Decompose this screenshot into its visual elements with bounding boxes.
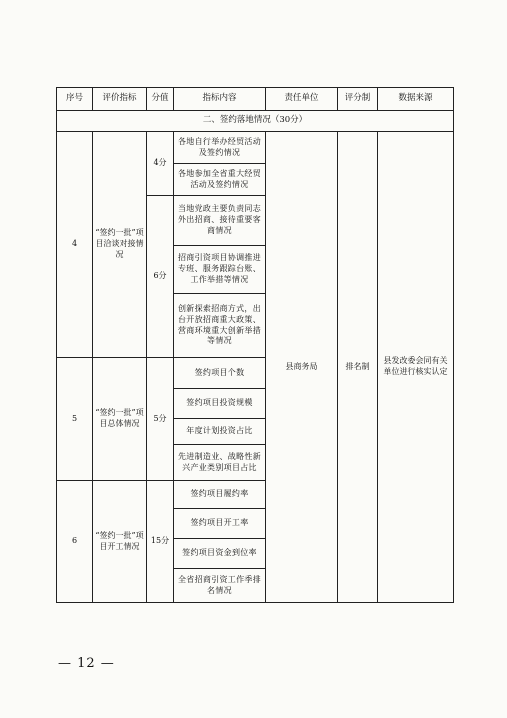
content-cell: 签约项目履约率 <box>174 481 266 509</box>
row-number: 4 <box>57 132 93 358</box>
scoring-system: 排名制 <box>338 132 378 603</box>
header-cell: 数据来源 <box>378 88 454 111</box>
header-cell: 分值 <box>147 88 174 111</box>
section-row <box>57 111 454 132</box>
header-cell: 评价指标 <box>93 88 147 111</box>
row-number: 5 <box>57 358 93 481</box>
table-header-row <box>57 88 454 111</box>
header-cell: 指标内容 <box>174 88 266 111</box>
row-number: 6 <box>57 481 93 603</box>
score-cell: 6分 <box>147 196 174 358</box>
score-cell: 4分 <box>147 132 174 196</box>
content-cell: 年度计划投资占比 <box>174 419 266 445</box>
header-cell: 责任单位 <box>266 88 338 111</box>
content-cell: 签约项目个数 <box>174 358 266 389</box>
indicator-name: “签约一批”项目洽谈对接情况 <box>93 132 147 358</box>
content-cell: 各地参加全省重大经贸活动及签约情况 <box>174 164 266 196</box>
score-cell: 5分 <box>147 358 174 481</box>
content-cell: 创新探索招商方式，出台开放招商重大政策、营商环境重大创新举措等情况 <box>174 294 266 358</box>
content-cell: 各地自行举办经贸活动及签约情况 <box>174 132 266 164</box>
indicator-name: “签约一批”项目开工情况 <box>93 481 147 603</box>
indicator-name: “签约一批”项目总体情况 <box>93 358 147 481</box>
header-cell: 评分制 <box>338 88 378 111</box>
table-row <box>57 132 454 164</box>
content-cell: 全省招商引资工作季排名情况 <box>174 569 266 603</box>
data-source: 县发改委会同有关单位进行核实认定 <box>378 132 454 603</box>
content-cell: 先进制造业、战略性新兴产业类别项目占比 <box>174 445 266 481</box>
content-cell: 签约项目投资规模 <box>174 389 266 419</box>
content-cell: 签约项目资金到位率 <box>174 539 266 569</box>
content-cell: 当地党政主要负责同志外出招商、接待重要客商情况 <box>174 196 266 246</box>
header-cell: 序号 <box>57 88 93 111</box>
content-cell: 签约项目开工率 <box>174 509 266 539</box>
content-cell: 招商引资项目协调推进专班、服务跟踪台账、工作举措等情况 <box>174 246 266 294</box>
score-cell: 15分 <box>147 481 174 603</box>
section-title: 二、签约落地情况（30分） <box>57 111 454 132</box>
responsible-unit: 县商务局 <box>266 132 338 603</box>
page-number: — 12 — <box>58 656 115 671</box>
evaluation-table <box>56 87 454 603</box>
